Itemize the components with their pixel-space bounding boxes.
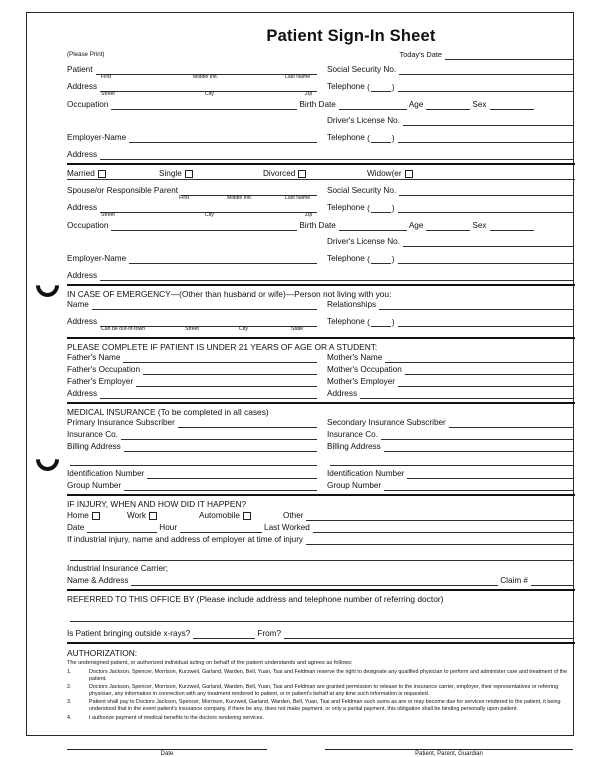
father-address-field: [67, 389, 319, 399]
patient-occupation-row: [67, 100, 575, 110]
insurance-heading: MEDICAL INSURANCE (To be completed in all cases): [67, 407, 269, 417]
primary-insurance-co-label: Insurance Co.: [67, 430, 118, 439]
form-body: [67, 27, 575, 757]
mother-address-field: [327, 389, 575, 399]
primary-group-number-input[interactable]: [124, 481, 317, 491]
injury-other-label: Other: [283, 511, 304, 520]
primary-billing-address-label: Billing Address: [67, 442, 121, 451]
spouse-occupation-label: Occupation: [67, 221, 109, 230]
employer-address-input[interactable]: [100, 150, 573, 160]
marital-label-widowed: Widow(er: [367, 169, 402, 178]
referral-input[interactable]: [70, 612, 573, 622]
page-title: Patient Sign-In Sheet: [266, 27, 436, 45]
spouse-employer-telephone-field: [327, 254, 575, 264]
injury-divider: [67, 494, 575, 496]
fathers-name-label: Father's Name: [67, 353, 121, 362]
age-label: Age: [408, 100, 424, 109]
ssn-label: Social Security No.: [327, 65, 397, 74]
authorization-item-number: 4.: [67, 714, 72, 721]
phone-paren-close: ): [391, 204, 395, 213]
spouse-name-ticks: [67, 196, 319, 203]
spouse-employer-address-input[interactable]: [100, 271, 573, 281]
spouse-sex-input[interactable]: [490, 221, 534, 231]
checkbox-single[interactable]: [185, 170, 193, 178]
zip-tick: Zip: [305, 91, 313, 97]
injury-heading: IF INJURY, WHEN AND HOW DID IT HAPPEN?: [67, 499, 247, 509]
emergency-state-tick: State: [291, 326, 304, 332]
emergency-area-code-input[interactable]: [371, 318, 391, 327]
patient-signature-label: Patient, Parent, Guardian: [415, 751, 483, 757]
spouse-name-row: [67, 186, 575, 203]
mothers-occupation-label: Mother's Occupation: [327, 365, 402, 374]
last-worked-label: Last Worked: [264, 523, 310, 532]
marital-label-divorced: Divorced: [263, 169, 296, 178]
todays-date-input[interactable]: [445, 50, 573, 60]
spouse-middle-tick: Middle Init.: [227, 195, 253, 201]
emergency-address-label: Address: [67, 317, 98, 326]
phone-paren-open: (: [364, 318, 370, 327]
secondary-id-number-input[interactable]: [407, 469, 573, 479]
checkbox-married[interactable]: [98, 170, 106, 178]
insurance-subscriber-row: [67, 418, 575, 428]
spouse-birth-date-input[interactable]: [339, 221, 407, 231]
injury-label-automobile: Automobile: [199, 511, 240, 520]
insurance-billing-row-2: [67, 456, 575, 466]
minor-row-1: [67, 353, 575, 363]
father-address-label: Address: [67, 389, 98, 398]
carrier-name-address-input[interactable]: [131, 576, 498, 586]
checkbox-home[interactable]: [92, 512, 100, 520]
checkbox-work[interactable]: [149, 512, 157, 520]
spouse-employer-area-code-input[interactable]: [371, 255, 391, 264]
birth-date-label: Birth Date: [299, 100, 336, 109]
secondary-billing-address-input[interactable]: [384, 442, 573, 452]
primary-subscriber-field: [67, 418, 319, 428]
minor-heading: PLEASE COMPLETE IF PATIENT IS UNDER 21 YEARS OF AGE OR A STUDENT:: [67, 342, 378, 352]
secondary-billing-address-line2: [327, 456, 575, 466]
patient-name-row: [67, 65, 575, 82]
minor-row-3: [67, 377, 575, 387]
drivers-license-label: Driver's License No.: [327, 116, 400, 125]
emergency-name-field: [67, 300, 319, 310]
secondary-group-number-field: [327, 481, 575, 491]
secondary-subscriber-field: [327, 418, 575, 428]
secondary-billing-address-input-2[interactable]: [330, 456, 573, 466]
employer-address-row: [67, 150, 575, 160]
employer-telephone-field: [327, 133, 575, 143]
injury-option-automobile[interactable]: [199, 511, 283, 521]
spouse-address-ticks: [67, 213, 319, 220]
minor-divider: [67, 337, 575, 339]
street-tick: Street: [101, 91, 115, 97]
marital-row-rule: [67, 179, 575, 180]
drivers-license-field: [327, 116, 575, 126]
father-address-input[interactable]: [100, 389, 317, 399]
patient-license-row: [67, 116, 575, 126]
authorization-heading: AUTHORIZATION:: [67, 648, 138, 658]
spouse-address-label: Address: [67, 203, 98, 212]
emergency-city-tick: City: [239, 326, 248, 332]
xray-label: Is Patient bringing outside x-rays?: [67, 629, 191, 638]
emergency-street-tick: Street: [185, 326, 199, 332]
referral-line-row: [67, 612, 575, 622]
spouse-telephone-label: Telephone: [327, 203, 365, 212]
spouse-street-tick: Street: [101, 212, 115, 218]
phone-paren-open: (: [364, 204, 370, 213]
secondary-insurance-co-field: [327, 430, 575, 440]
secondary-id-number-label: Identification Number: [327, 469, 405, 478]
authorization-item: [67, 684, 575, 697]
marital-option-widowed[interactable]: [367, 169, 575, 179]
primary-id-number-input[interactable]: [147, 469, 317, 479]
mothers-employer-input[interactable]: [398, 377, 573, 387]
primary-billing-address-input[interactable]: [124, 442, 317, 452]
authorization-item-text: Patient shall pay to Doctors Jackson, Spencer, Morrison, Kurzweil, Garland, Warden, Bell, Yuan, Tsai and Feldman such sums as are or may become due for services rendered to the patient, it being understood that in the event patient's insurance company, if there be any, does not make payment, or only a partial payment, this obligation shall be binding personally upon patient.: [89, 699, 561, 712]
minor-row-2: [67, 365, 575, 375]
spouse-ssn-label: Social Security No.: [327, 186, 397, 195]
spouse-city-tick: City: [205, 212, 214, 218]
phone-paren-close: ): [391, 134, 395, 143]
phone-paren-open: (: [364, 255, 370, 264]
marital-status-row: [67, 168, 575, 179]
xray-input[interactable]: [193, 629, 255, 639]
authorization-item: [67, 669, 575, 682]
injury-option-work[interactable]: [127, 511, 199, 521]
primary-subscriber-input[interactable]: [178, 418, 317, 428]
primary-insurance-co-field: [67, 430, 319, 440]
industrial-injury-input-2[interactable]: [70, 551, 573, 561]
employer-address-label: Address: [67, 150, 98, 159]
primary-billing-address-line2: [67, 456, 319, 466]
last-name-tick: Last Name: [285, 74, 311, 80]
injury-date-input[interactable]: [87, 523, 157, 533]
mothers-name-field: [327, 353, 575, 363]
minor-row-4: [67, 389, 575, 399]
spouse-occupation-row: [67, 221, 575, 231]
out-of-town-tick: Can be out-of-town: [101, 326, 146, 332]
telephone-label: Telephone: [327, 82, 365, 91]
carrier-name-address-label: Name & Address: [67, 576, 129, 585]
age-input[interactable]: [426, 100, 470, 110]
xray-from-label: From?: [257, 629, 281, 638]
secondary-billing-address-label: Billing Address: [327, 442, 381, 451]
fathers-occupation-label: Father's Occupation: [67, 365, 141, 374]
occupation-label: Occupation: [67, 100, 109, 109]
employer-name-input[interactable]: [129, 133, 317, 143]
secondary-subscriber-input[interactable]: [449, 418, 573, 428]
employer-area-code-input[interactable]: [371, 134, 391, 143]
todays-date-label: Today's Date: [399, 50, 442, 59]
spouse-ssn-field: [327, 186, 575, 196]
spouse-address-row: [67, 203, 575, 220]
patient-signature-block: [325, 737, 575, 757]
phone-paren-close: ): [391, 318, 395, 327]
checkbox-widowed[interactable]: [405, 170, 413, 178]
carrier-heading-row: [67, 564, 575, 574]
emergency-name-input[interactable]: [92, 300, 317, 310]
insurance-company-row: [67, 430, 575, 440]
authorization-item-text: I authorize payment of medical benefits to the doctors rendering services.: [89, 714, 264, 721]
patient-address-ticks: [67, 92, 319, 99]
relationships-label: Relationships: [327, 300, 377, 309]
marital-label-married: Married: [67, 169, 95, 178]
authorization-item-text: Doctors Jackson, Spencer, Morrison, Kurzweil, Garland, Warden, Bell, Yuan, Tsai and Feldman reserve the right to designate any qualified physician to perform and administer care and treatment of the patient.: [89, 669, 568, 682]
xray-row: [67, 629, 575, 639]
mothers-employer-label: Mother's Employer: [327, 377, 395, 386]
insurance-divider: [67, 402, 575, 404]
insurance-group-row: [67, 481, 575, 491]
spouse-ssn-input[interactable]: [399, 186, 573, 196]
primary-group-number-field: [67, 481, 319, 491]
patient-signature-input[interactable]: [325, 737, 573, 750]
authorization-item-number: 3.: [67, 699, 72, 706]
checkbox-divorced[interactable]: [298, 170, 306, 178]
marital-option-single[interactable]: [159, 169, 263, 179]
spouse-employer-name-label: Employer-Name: [67, 254, 127, 263]
primary-id-number-field: [67, 469, 319, 479]
claim-number-input[interactable]: [531, 576, 573, 586]
primary-billing-address-field: [67, 442, 319, 452]
injury-label-work: Work: [127, 511, 146, 520]
marital-option-married[interactable]: [67, 169, 159, 179]
patient-telephone-field: [327, 82, 575, 92]
spouse-zip-tick: Zip: [305, 212, 313, 218]
spouse-first-tick: First: [179, 195, 190, 201]
injury-date-row: [67, 523, 575, 533]
fathers-occupation-input[interactable]: [143, 365, 317, 375]
primary-group-number-label: Group Number: [67, 481, 122, 490]
spouse-name-field: [67, 186, 319, 196]
section-divider: [67, 163, 575, 165]
industrial-injury-row: [67, 535, 575, 545]
emergency-divider: [67, 284, 575, 286]
middle-init-tick: Middle Init.: [193, 74, 219, 80]
emergency-address-ticks: [67, 327, 319, 334]
secondary-subscriber-label: Secondary Insurance Subscriber: [327, 418, 446, 427]
drivers-license-input[interactable]: [403, 116, 573, 126]
employer-name-field: [67, 133, 319, 143]
spouse-birth-date-label: Birth Date: [299, 221, 336, 230]
emergency-telephone-input[interactable]: [398, 317, 573, 327]
authorization-intro: The undersigned patient, or authorized individual acting on behalf of the patient understands and agrees as follows:: [67, 660, 353, 666]
checkbox-automobile[interactable]: [243, 512, 251, 520]
please-print-row: [67, 50, 575, 60]
spouse-drivers-license-field: [327, 237, 575, 247]
spouse-telephone-field: [327, 203, 575, 213]
spouse-age-label: Age: [408, 221, 424, 230]
injury-label-home: Home: [67, 511, 89, 520]
secondary-billing-address-field: [327, 442, 575, 452]
employer-telephone-label: Telephone: [327, 133, 365, 142]
marital-label-single: Single: [159, 169, 182, 178]
fathers-name-input[interactable]: [123, 353, 317, 363]
emergency-address-row: [67, 317, 575, 334]
primary-billing-address-input-2[interactable]: [70, 456, 317, 466]
signature-area: [67, 737, 575, 757]
authorization-item-number: 2.: [67, 684, 72, 691]
area-code-input[interactable]: [371, 83, 391, 92]
primary-subscriber-label: Primary Insurance Subscriber: [67, 418, 175, 427]
spouse-area-code-input[interactable]: [371, 204, 391, 213]
injury-hour-label: Hour: [159, 523, 178, 532]
secondary-group-number-input[interactable]: [384, 481, 573, 491]
industrial-injury-row-2: [67, 551, 575, 561]
secondary-group-number-label: Group Number: [327, 481, 382, 490]
occupation-input[interactable]: [111, 100, 297, 110]
last-worked-input[interactable]: [313, 523, 573, 533]
injury-hour-input[interactable]: [180, 523, 262, 533]
spouse-employer-telephone-label: Telephone: [327, 254, 365, 263]
mothers-occupation-input[interactable]: [405, 365, 573, 375]
mothers-name-input[interactable]: [385, 353, 573, 363]
xray-from-input[interactable]: [284, 629, 573, 639]
claim-number-label: Claim #: [500, 576, 528, 585]
date-signature-block: [67, 737, 317, 757]
spouse-last-tick: Last Name: [285, 195, 311, 201]
phone-paren-open: (: [364, 83, 370, 92]
spouse-employer-telephone-input[interactable]: [398, 254, 573, 264]
ssn-field: [327, 65, 575, 75]
phone-paren-open: (: [364, 134, 370, 143]
please-print-label: (Please Print): [67, 51, 105, 58]
relationships-input[interactable]: [379, 300, 573, 310]
phone-paren-close: ): [391, 255, 395, 264]
employer-telephone-input[interactable]: [398, 133, 573, 143]
injury-date-label: Date: [67, 523, 85, 532]
address-label: Address: [67, 82, 98, 91]
first-tick: First: [101, 74, 112, 80]
spouse-drivers-license-input[interactable]: [403, 237, 573, 247]
patient-employer-row: [67, 133, 575, 143]
emergency-relationship-field: [327, 300, 575, 310]
authorization-item-number: 1.: [67, 669, 72, 675]
patient-label: Patient: [67, 65, 93, 74]
spouse-age-input[interactable]: [426, 221, 470, 231]
insurance-id-row: [67, 469, 575, 479]
injury-other-input[interactable]: [306, 511, 573, 521]
date-signature-label: Date: [160, 751, 174, 757]
fathers-employer-field: [67, 377, 319, 387]
spouse-telephone-input[interactable]: [398, 203, 573, 213]
mothers-employer-field: [327, 377, 575, 387]
mothers-name-label: Mother's Name: [327, 353, 383, 362]
sex-label: Sex: [472, 100, 487, 109]
date-signature-input[interactable]: [67, 737, 267, 750]
patient-name-ticks: [67, 75, 319, 82]
insurance-billing-row: [67, 442, 575, 452]
primary-id-number-label: Identification Number: [67, 469, 145, 478]
fathers-occupation-field: [67, 365, 319, 375]
carrier-name-address-row: [67, 576, 575, 586]
fathers-name-field: [67, 353, 319, 363]
patient-telephone-input[interactable]: [398, 82, 573, 92]
emergency-telephone-label: Telephone: [327, 317, 365, 326]
sex-input[interactable]: [490, 100, 534, 110]
industrial-injury-input[interactable]: [306, 535, 573, 545]
employer-name-label: Employer-Name: [67, 133, 127, 142]
ssn-input[interactable]: [399, 65, 573, 75]
emergency-name-row: [67, 300, 575, 317]
city-tick: City: [205, 91, 214, 97]
phone-paren-close: ): [391, 83, 395, 92]
emergency-name-label: Name: [67, 300, 89, 309]
authorization-item: [67, 699, 575, 712]
patient-address-row: [67, 82, 575, 99]
fathers-employer-input[interactable]: [136, 377, 317, 387]
authorization-item: [67, 715, 575, 722]
spouse-employer-address-label: Address: [67, 271, 98, 280]
industrial-injury-label: If industrial injury, name and address of employer at time of injury: [67, 535, 304, 544]
industrial-carrier-label: Industrial Insurance Carrier;: [67, 564, 169, 573]
spouse-employer-address-row: [67, 271, 575, 281]
birth-date-input[interactable]: [339, 100, 407, 110]
secondary-insurance-co-label: Insurance Co.: [327, 430, 378, 439]
referral-divider: [67, 589, 575, 591]
emergency-telephone-field: [327, 317, 575, 327]
referral-heading: REFERRED TO THIS OFFICE BY (Please include address and telephone number of referring doctor): [67, 594, 444, 604]
mother-address-input[interactable]: [360, 389, 573, 399]
form-sheet: [26, 12, 574, 757]
mother-address-label: Address: [327, 389, 358, 398]
spouse-license-row: [67, 237, 575, 247]
spouse-drivers-license-label: Driver's License No.: [327, 237, 400, 246]
injury-option-home[interactable]: [67, 511, 127, 521]
authorization-item-text: Doctors Jackson, Spencer, Morrison, Kurzweil, Garland, Warden, Bell, Yuan, Tsai and Feldman are granted permission to release to the insurance carrier, employer, their representatives or referring physician, any information in connection with any treatment rendered to patient, or in patient's behalf at any time such information is requested.: [89, 684, 559, 697]
mothers-occupation-field: [327, 365, 575, 375]
spouse-occupation-input[interactable]: [111, 221, 297, 231]
injury-type-row: [67, 510, 575, 521]
spouse-employer-name-field: [67, 254, 319, 264]
spouse-sex-label: Sex: [472, 221, 487, 230]
secondary-insurance-co-input[interactable]: [381, 430, 573, 440]
marital-option-divorced[interactable]: [263, 169, 367, 179]
authorization-divider: [67, 642, 575, 644]
spouse-label: Spouse/or Responsible Parent: [67, 186, 179, 195]
secondary-id-number-field: [327, 469, 575, 479]
spouse-employer-row: [67, 254, 575, 264]
emergency-heading: IN CASE OF EMERGENCY—(Other than husband or wife)—Person not living with you:: [67, 289, 392, 299]
fathers-employer-label: Father's Employer: [67, 377, 134, 386]
spouse-employer-name-input[interactable]: [129, 254, 317, 264]
primary-insurance-co-input[interactable]: [121, 430, 317, 440]
